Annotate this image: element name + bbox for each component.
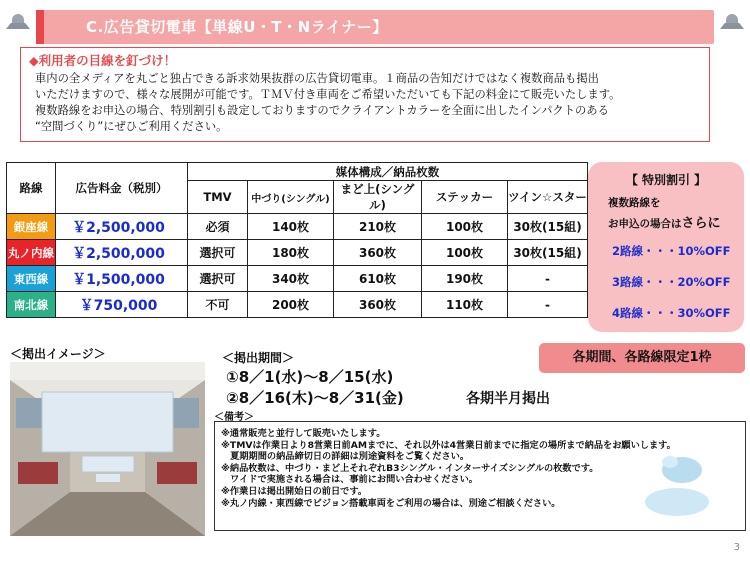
bell-icon	[6, 14, 30, 32]
sticker-cell: 100枚	[422, 240, 508, 266]
special-desc: 複数路線を	[608, 197, 661, 209]
header-accent-bar	[36, 10, 44, 44]
period-2: ②8／16(木)～8／31(金)	[226, 389, 404, 407]
note-line: ※丸ノ内線・東西線でビジョン搭載車両をご利用の場合は、別途ご相談ください。	[221, 497, 561, 509]
mado-cell: 210枚	[334, 214, 422, 240]
col-header-twin: ツイン☆スター	[508, 181, 588, 214]
price-cell: ￥2,500,000	[56, 214, 188, 240]
discount-rate: 2路線・・・10%OFF	[612, 244, 731, 258]
table-row	[7, 292, 588, 318]
twin-cell: -	[508, 292, 588, 318]
col-header-mado: まど上(シングル)	[334, 181, 422, 214]
tmv-cell: 不可	[188, 292, 248, 318]
tmv-cell: 選択可	[188, 240, 248, 266]
col-header-naka: 中づり(シングル)	[248, 181, 334, 214]
tmv-cell: 必須	[188, 214, 248, 240]
col-header-media: 媒体構成／納品枚数	[188, 163, 588, 181]
train-interior-image	[10, 362, 205, 536]
discount-rate: 4路線・・・30%OFF	[612, 306, 731, 320]
intro-subtitle: ◆利用者の目線を釘づけ！	[29, 53, 177, 68]
fish-splash-illustration	[642, 440, 712, 520]
note-line: ※納品枚数は、中づり・まど上それぞれB3シングル・インターサイズシングルの枚数です。	[221, 462, 599, 474]
half-month-note: 各期半月掲出	[466, 391, 550, 407]
twin-cell: 30枚(15組)	[508, 214, 588, 240]
tmv-cell: 選択可	[188, 266, 248, 292]
special-desc	[608, 212, 721, 231]
intro-line: 複数路線をお申込の場合、特別割引も設定しておりますのでクライアントカラーを全面に出したインパクトのある	[35, 104, 609, 117]
twin-cell: 30枚(15組)	[508, 240, 588, 266]
intro-line: いただけますので、様々な展開が可能です。ＴＭＶ付き車両をご希望いただいても下記の料金にて販売いたします。	[35, 88, 621, 101]
page-title: C.広告貸切電車【単線U・T・Nライナー】	[86, 18, 388, 36]
section-header	[36, 10, 714, 44]
mado-cell: 360枚	[334, 292, 422, 318]
naka-cell: 180枚	[248, 240, 334, 266]
note-line: ※作業日は掲出開始日の前日です。	[221, 485, 368, 497]
intro-box	[20, 47, 710, 142]
period-1: ①8／1(水)～8／15(水)	[226, 368, 394, 386]
table-row	[7, 214, 588, 240]
note-line: 夏期期間の納品締切日の詳細は別途資料をご覧ください。	[221, 451, 470, 463]
table-row	[7, 266, 588, 292]
mado-cell: 610枚	[334, 266, 422, 292]
train-interior-illustration	[10, 362, 205, 536]
route-tozai: 東西線	[7, 266, 56, 292]
bell-icon	[720, 14, 744, 32]
price-cell: ￥2,500,000	[56, 240, 188, 266]
route-namboku: 南北線	[7, 292, 56, 318]
col-header-route: 路線	[7, 163, 56, 214]
intro-text	[35, 71, 620, 135]
note-line: ※通常販売と並行して販売いたします。	[221, 428, 386, 439]
intro-line: 車内の全メディアを丸ごと独占できる訴求効果抜群の広告貸切電車。１商品の告知だけではなく複数商品も掲出	[35, 72, 599, 85]
col-header-price: 広告料金（税別）	[56, 163, 188, 214]
price-cell: ￥750,000	[56, 292, 188, 318]
twin-cell: -	[508, 266, 588, 292]
price-cell: ￥1,500,000	[56, 266, 188, 292]
mado-cell: 360枚	[334, 240, 422, 266]
note-line: ※TMVは作業日より8営業日前AMまでに、それ以外は4営業日前までに指定の場所まで納品をお願いします。	[221, 439, 676, 451]
col-header-sticker: ステッカー	[422, 181, 508, 214]
sticker-cell: 190枚	[422, 266, 508, 292]
special-desc-b: さらに	[681, 216, 721, 231]
sticker-cell: 100枚	[422, 214, 508, 240]
discount-rate: 3路線・・・20%OFF	[612, 275, 731, 289]
notes-label: ＜備考＞	[214, 412, 254, 423]
period-label: ＜掲出期間＞	[222, 351, 295, 365]
intro-line: “空間づくり”にぜひご利用ください。	[35, 120, 228, 133]
naka-cell: 340枚	[248, 266, 334, 292]
route-ginza: 銀座線	[7, 214, 56, 240]
route-marunouchi: 丸ノ内線	[7, 240, 56, 266]
naka-cell: 200枚	[248, 292, 334, 318]
naka-cell: 140枚	[248, 214, 334, 240]
special-discount-box	[588, 162, 744, 332]
special-desc-a: お申込の場合は	[608, 218, 682, 230]
page-number: 3	[733, 542, 740, 553]
price-table	[6, 162, 588, 318]
special-title: 【 特別割引 】	[625, 173, 707, 187]
sticker-cell: 110枚	[422, 292, 508, 318]
col-header-tmv: TMV	[188, 181, 248, 214]
limit-badge: 各期間、各路線限定1枠	[539, 343, 745, 373]
note-line: ワイドで実施される場合は、事前にお問い合わせください。	[221, 474, 478, 486]
image-title: ＜掲出イメージ＞	[10, 347, 106, 361]
table-row	[7, 240, 588, 266]
